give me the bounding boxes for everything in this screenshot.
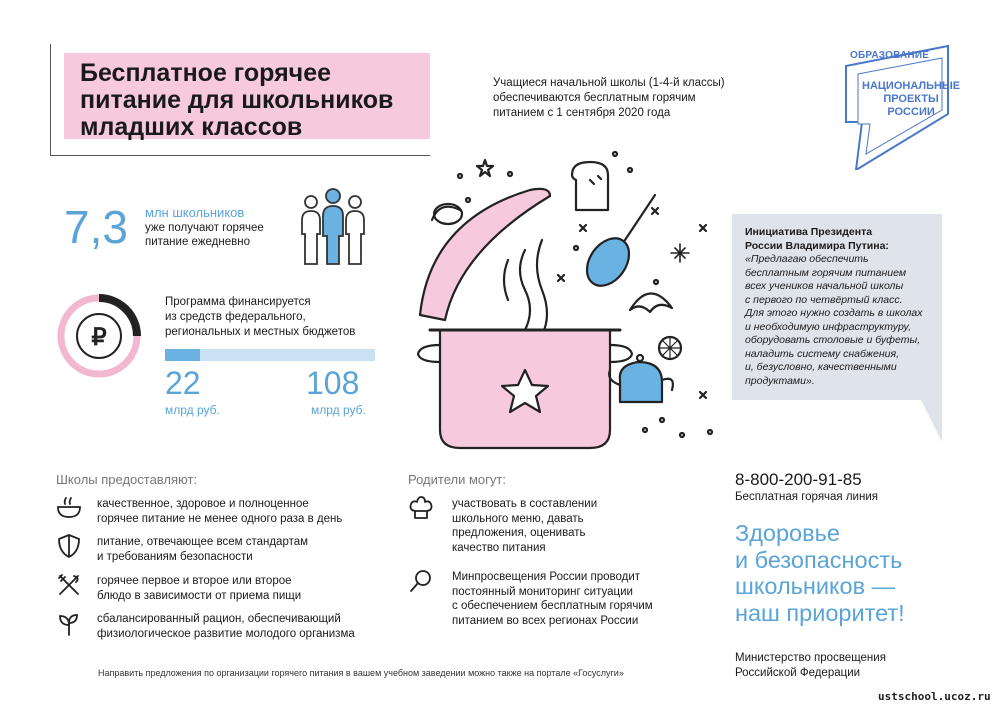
logo-wordmark: НАЦИОНАЛЬНЫЕ ПРОЕКТЫ РОССИИ: [862, 80, 961, 118]
ministry-name: Министерство просвещения Российской Федерации: [735, 652, 886, 679]
students-description: уже получают горячее питание ежедневно: [145, 222, 264, 248]
page-title: Бесплатное горячее питание для школьников младших классов: [80, 59, 394, 141]
people-icon: [297, 186, 369, 266]
schools-item-2: питание, отвечающее всем стандартам и требованиям безопасности: [97, 536, 309, 563]
sprout-icon: [56, 611, 82, 637]
students-count: 7,3: [64, 201, 128, 253]
frame-line-vertical: [50, 44, 51, 156]
hotline-label: Бесплатная горячая линия: [735, 491, 878, 503]
cooking-pot-illustration: [400, 140, 730, 460]
footer-note: Направить предложения по организации горячего питания в вашем учебном заведении можно также на портале «Госуслуги»: [98, 668, 624, 678]
financing-description: Программа финансируется из средств федерального, региональных и местных бюджетов: [165, 296, 356, 338]
schools-section-title: Школы предоставляют:: [56, 472, 198, 487]
students-unit: млн школьников: [145, 205, 245, 220]
budget-bar: [165, 349, 375, 361]
quote-tail-shape: [920, 398, 942, 442]
total-amount-unit: млрд руб.: [311, 403, 366, 417]
hotline-phone: 8-800-200-91-85: [735, 470, 862, 489]
quote-text: «Предлагаю обеспечить бесплатным горячим питанием всех учеников начальной школы с первого по четвёртый класс. Для этого нужно создать в школах и необходимую инфраструктуру, оборудовать столовые и буфеты, наладить систему снабжения, и, безусловно, качественными продуктами».: [745, 253, 923, 387]
budget-bar-fill: [165, 349, 200, 361]
quote-heading: Инициатива Президента России Владимира Путина:: [745, 226, 889, 252]
magnifier-icon: [408, 568, 434, 594]
parents-item-1: участвовать в составлении школьного меню, давать предложения, оценивать качество питания: [452, 498, 598, 554]
logo-caption: ОБРАЗОВАНИЕ: [850, 50, 930, 61]
watermark: ustschool.ucoz.ru: [878, 690, 991, 703]
fork-knife-icon: [56, 572, 82, 598]
bowl-icon: [56, 495, 82, 521]
federal-amount: 22: [165, 365, 201, 401]
schools-item-4: сбалансированный рацион, обеспечивающий физиологическое развитие молодого организма: [97, 613, 355, 640]
ruble-coin-icon: [56, 293, 142, 379]
federal-amount-unit: млрд руб.: [165, 403, 220, 417]
schools-item-3: горячее первое и второе или второе блюдо в зависимости от приема пищи: [97, 575, 302, 602]
top-note: Учащиеся начальной школы (1-4-й классы) обеспечиваются бесплатным горячим питанием с 1 сентября 2020 года: [493, 77, 725, 119]
frame-line-horizontal: [50, 155, 430, 156]
title-block: [64, 53, 430, 139]
shield-icon: [56, 533, 82, 559]
president-quote: [732, 214, 942, 400]
total-amount: 108: [306, 365, 360, 401]
chef-hat-icon: [408, 495, 434, 521]
national-projects-logo: [818, 44, 961, 170]
parents-section-title: Родители могут:: [408, 472, 506, 487]
parents-item-2: Минпросвещения России проводит постоянный мониторинг ситуации с обеспечением бесплатным горячим питанием во всех регионах России: [452, 571, 653, 627]
schools-item-1: качественное, здоровое и полноценное горячее питание не менее одного раза в день: [97, 498, 343, 525]
svg-text:₽: ₽: [91, 324, 107, 351]
slogan: Здоровье и безопасность школьников — наш приоритет!: [735, 520, 905, 626]
